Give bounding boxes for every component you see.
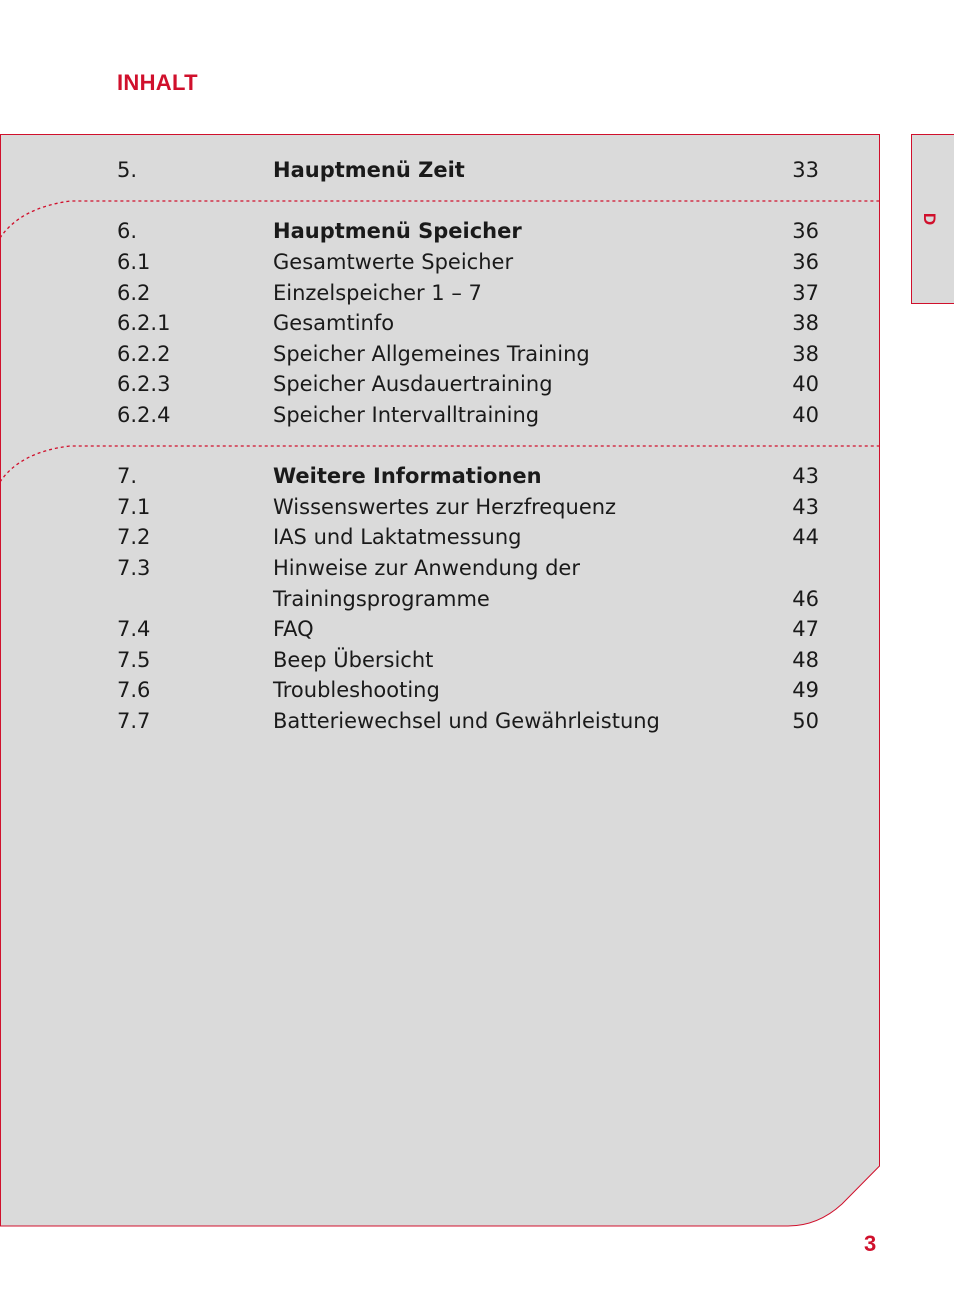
toc-entry-page: 43: [792, 495, 819, 519]
toc-entry[interactable]: [117, 308, 819, 338]
toc-entry-page: 40: [792, 372, 819, 396]
toc-entry-number: 7.7: [117, 709, 151, 733]
toc-entry-page: 33: [792, 158, 819, 182]
toc-entry-title: Trainingsprogramme: [273, 587, 490, 611]
toc-entry-title: Speicher Ausdauertraining: [273, 372, 553, 396]
toc-entry-number: 6.: [117, 219, 138, 243]
toc-entry-page: 47: [792, 617, 819, 641]
toc-entry-number: 6.1: [117, 250, 151, 274]
toc-entry[interactable]: [117, 706, 819, 736]
toc-entry-number: 7.1: [117, 495, 151, 519]
toc-entry-title: Wissenswertes zur Herzfrequenz: [273, 495, 617, 519]
toc-entry-title: Speicher Intervalltraining: [273, 403, 540, 427]
toc-entry[interactable]: [117, 155, 819, 185]
toc-entry-title: Hauptmenü Zeit: [273, 158, 465, 182]
toc-entry-title: FAQ: [273, 617, 314, 641]
toc-entry[interactable]: [117, 216, 819, 246]
toc-entry-title: Hauptmenü Speicher: [273, 219, 522, 243]
toc-entry-title: Troubleshooting: [273, 678, 440, 702]
toc-entry-page: 44: [792, 525, 819, 549]
toc-entry-number: 7.3: [117, 556, 151, 580]
toc-entry-number: 7.5: [117, 648, 151, 672]
toc-entry[interactable]: [117, 614, 819, 644]
toc-entry-title: Einzelspeicher 1 – 7: [273, 281, 482, 305]
toc-entry-page: 37: [792, 281, 819, 305]
toc-entry-page: 49: [792, 678, 819, 702]
toc-entry-title: Speicher Allgemeines Training: [273, 342, 590, 366]
toc-entry-title: Batteriewechsel und Gewährleistung: [273, 709, 660, 733]
toc-entry-page: 40: [792, 403, 819, 427]
toc-entry[interactable]: [117, 675, 819, 705]
toc-entry-number: 7.4: [117, 617, 151, 641]
toc-entry-title: Gesamtinfo: [273, 311, 395, 335]
toc-entry[interactable]: [117, 461, 819, 491]
toc-entry-number: 6.2.1: [117, 311, 171, 335]
toc-entry[interactable]: [117, 400, 819, 430]
toc-entry-number: 6.2.3: [117, 372, 171, 396]
toc-entry-page: 46: [792, 587, 819, 611]
toc-entry-title: Gesamtwerte Speicher: [273, 250, 514, 274]
toc-entry[interactable]: [117, 645, 819, 675]
toc-entry-number: 6.2.2: [117, 342, 171, 366]
toc-entry-number: 6.2: [117, 281, 151, 305]
toc-entry-number: 7.: [117, 464, 138, 488]
toc-entry-page: 38: [792, 311, 819, 335]
toc-entry-number: 7.2: [117, 525, 151, 549]
toc-entry[interactable]: [117, 339, 819, 369]
toc-entry[interactable]: [117, 492, 819, 522]
toc-entry-page: 36: [792, 219, 819, 243]
toc-entry-number: 6.2.4: [117, 403, 171, 427]
toc-entry[interactable]: [117, 522, 819, 552]
toc-entry[interactable]: [117, 584, 819, 614]
page-number: 3: [864, 1231, 877, 1256]
toc-entry-title: Beep Übersicht: [273, 648, 434, 672]
toc-entry-title: Hinweise zur Anwendung der: [273, 556, 580, 580]
toc-entry-page: 38: [792, 342, 819, 366]
toc-entry-page: 36: [792, 250, 819, 274]
toc-entry[interactable]: [117, 369, 819, 399]
toc-entry[interactable]: [117, 553, 819, 583]
toc-entry-number: 7.6: [117, 678, 151, 702]
toc-entry-page: 50: [792, 709, 819, 733]
toc-entry-page: 48: [792, 648, 819, 672]
toc-entry-number: 5.: [117, 158, 138, 182]
language-tab[interactable]: [911, 134, 954, 304]
toc-entry-page: 43: [792, 464, 819, 488]
page-title: INHALT: [117, 70, 198, 95]
language-tab-label: D: [920, 212, 940, 226]
toc-entry-title: Weitere Informationen: [273, 464, 542, 488]
toc-entry[interactable]: [117, 247, 819, 277]
toc-entry-title: IAS und Laktatmessung: [273, 525, 522, 549]
toc-entry[interactable]: [117, 278, 819, 308]
